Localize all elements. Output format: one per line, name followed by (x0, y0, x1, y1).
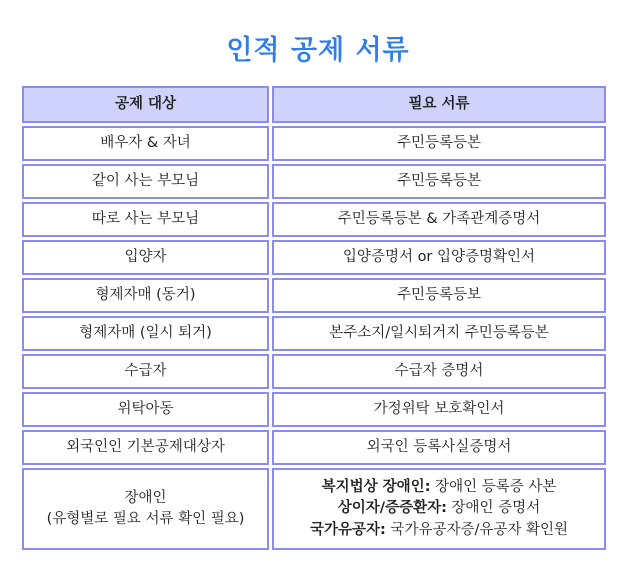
docs-line-label: 국가유공자: (309, 521, 386, 538)
docs-line (338, 498, 540, 519)
docs-cell: 수급자 증명서 (272, 354, 606, 389)
docs-cell: 주민등록등본 & 가족관계증명서 (272, 202, 606, 237)
target-cell: 배우자 & 자녀 (22, 126, 269, 161)
page-title: 인적 공제 서류 (226, 35, 410, 66)
table-row (22, 202, 606, 237)
target-cell: 같이 사는 부모님 (22, 164, 269, 199)
table-row (22, 430, 606, 465)
target-cell: 형제자매 (일시 퇴거) (22, 316, 269, 351)
table-row (22, 164, 606, 199)
docs-multiline (310, 477, 568, 540)
docs-cell (272, 468, 606, 550)
docs-cell: 본주소지/일시퇴거지 주민등록등본 (272, 316, 606, 351)
docs-cell: 외국인 등록사실증명서 (272, 430, 606, 465)
table-row (22, 240, 606, 275)
header-target: 공제 대상 (22, 86, 269, 123)
docs-line-value: 장애인 증명서 (446, 500, 541, 517)
docs-line (322, 477, 557, 498)
table-row (22, 468, 606, 550)
target-multiline (47, 488, 245, 530)
docs-cell: 주민등록등본 (272, 164, 606, 199)
target-cell: 수급자 (22, 354, 269, 389)
docs-cell: 입양증명서 or 입양증명확인서 (272, 240, 606, 275)
target-cell: 위탁아동 (22, 392, 269, 427)
target-cell: 입양자 (22, 240, 269, 275)
target-cell (22, 468, 269, 550)
docs-cell: 가정위탁 보호확인서 (272, 392, 606, 427)
target-cell: 따로 사는 부모님 (22, 202, 269, 237)
table-row (22, 354, 606, 389)
table-row (22, 392, 606, 427)
target-line: 장애인 (124, 489, 167, 506)
target-cell: 외국인인 기본공제대상자 (22, 430, 269, 465)
header-docs: 필요 서류 (272, 86, 606, 123)
target-line: (유형별로 필요 서류 확인 필요) (46, 511, 245, 527)
table-row (22, 316, 606, 351)
docs-line-value: 국가유공자증/유공자 확인원 (385, 521, 569, 538)
table-row (22, 126, 606, 161)
docs-line (310, 520, 568, 541)
deduction-documents-table (22, 86, 606, 553)
docs-line-value: 장애인 등록증 사본 (430, 479, 557, 496)
table-header-row (22, 86, 606, 123)
table-row (22, 278, 606, 313)
target-cell: 형제자매 (동거) (22, 278, 269, 313)
docs-line-label: 복지법상 장애인: (321, 479, 431, 496)
docs-line-label: 상이자/증증환자: (337, 500, 447, 517)
docs-cell: 주민등록등본 (272, 126, 606, 161)
docs-cell: 주민등록등보 (272, 278, 606, 313)
